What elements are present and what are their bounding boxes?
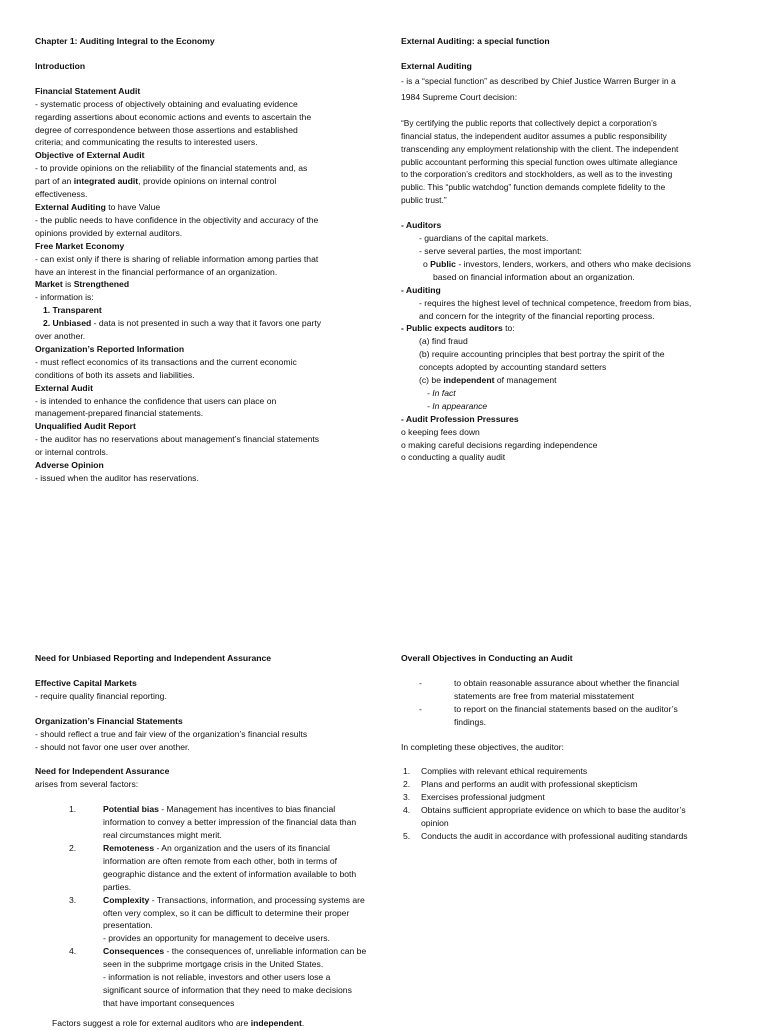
auditor-duties-list <box>401 765 741 842</box>
chapter-title: Chapter 1: Auditing Integral to the Economy <box>35 36 215 46</box>
list-number: 5. <box>403 830 411 841</box>
factor-title: Remoteness <box>103 842 155 853</box>
text-line: - should reflect a true and fair view of the organization’s financial results <box>35 728 308 739</box>
quote-line: “By certifying the public reports that collectively depict a corporation’s <box>401 117 657 128</box>
quote-line: to the corporation’s creditors and stockholders, as well as to the investing <box>401 169 673 180</box>
text-line: - guardians of the capital markets. <box>419 233 549 244</box>
text-line: - is intended to enhance the confidence that users can place on <box>35 395 277 406</box>
text-line: over another. <box>35 331 86 342</box>
factors-conclusion: Factors suggest a role for external auditors who are independent. <box>52 1017 305 1028</box>
text-line: or internal controls. <box>35 447 109 458</box>
auditing-heading: - Auditing <box>401 284 441 295</box>
overall-objectives-title: Overall Objectives in Conducting an Audit <box>401 653 573 663</box>
burger-quote <box>401 117 741 207</box>
auditor-duty-item <box>401 804 741 830</box>
external-audit-heading: External Audit <box>35 382 93 393</box>
capital-markets-heading: Effective Capital Markets <box>35 677 137 688</box>
text-line: - to provide opinions on the reliability of the financial statements and, as <box>35 163 308 174</box>
list-number: 3. <box>403 792 411 803</box>
text-line: - must reflect economics of its transactions and the current economic <box>35 356 297 367</box>
factor-item: 1. Potential bias - Management has incentives to bias financial information to convey a better impression of the financial data than real circumstances might merit. <box>69 804 357 841</box>
quote-line: public trust.” <box>401 195 447 206</box>
integrated-audit-term: integrated audit <box>73 176 139 187</box>
introduction-heading: Introduction <box>35 60 86 71</box>
text-line: degree of correspondence between those assertions and established <box>35 124 298 135</box>
public-expects-heading: - Public expects auditors to: <box>401 323 515 334</box>
expectation-a: (a) find fraud <box>419 336 468 347</box>
text-line: arises from several factors: <box>35 779 139 790</box>
factor-item: 3. Complexity - Transactions, information, and processing systems are often very complex, so it can be difficult to determine their proper presentation. - provides an opportunity for management to deceive users. <box>69 894 365 944</box>
factor-title: Potential bias <box>103 804 159 815</box>
text-line: and concern for the integrity of the financial reporting process. <box>419 310 655 321</box>
auditor-duty-item <box>401 778 741 791</box>
text-line: - requires the highest level of technical competence, freedom from bias, <box>419 297 692 308</box>
text-line: have an interest in the financial performance of an organization. <box>35 266 278 277</box>
market-heading: Market is Strengthened <box>35 279 130 290</box>
financial-statements-heading: Organization’s Financial Statements <box>35 715 183 726</box>
pressure-item: o keeping fees down <box>401 426 480 437</box>
quote-line: public accountant performing this special function owes ultimate allegiance <box>401 156 678 167</box>
list-number: 2. <box>403 779 411 790</box>
list-number: 4. <box>403 805 411 816</box>
list-item-unbiased: 2. Unbiased - data is not presented in such a way that it favors one party <box>43 318 322 329</box>
text-line: management-prepared financial statements. <box>35 408 204 419</box>
section-overall-objectives <box>401 652 741 843</box>
duty-text: Complies with relevant ethical requirements <box>421 766 588 777</box>
independent-assurance-heading: Need for Independent Assurance <box>35 766 170 777</box>
duty-text: Obtains sufficient appropriate evidence on which to base the auditor’s <box>421 805 686 816</box>
text-line: - can exist only if there is sharing of reliable information among parties that <box>35 253 319 264</box>
text-line: - issued when the auditor has reservations. <box>35 473 199 483</box>
objective-item: - to obtain reasonable assurance about whether the financial statements are free from material misstatement <box>419 677 680 701</box>
auditor-duty-item <box>401 791 741 804</box>
text-line: opinions provided by external auditors. <box>35 227 183 238</box>
text-line: - is a “special function” as described by Chief Justice Warren Burger in a <box>401 75 676 86</box>
duty-text: opinion <box>421 818 449 829</box>
text-line: concepts adopted by accounting standard setters <box>419 362 607 373</box>
unqualified-report-heading: Unqualified Audit Report <box>35 421 136 432</box>
pressure-item: o conducting a quality audit <box>401 452 506 463</box>
text-line: part of an integrated audit, provide opinions on internal control <box>35 176 277 187</box>
text-line: - serve several parties, the most important: <box>419 245 582 256</box>
text-line: regarding assertions about economic actions and events to ascertain the <box>35 111 312 122</box>
objective-heading: Objective of External Audit <box>35 150 145 161</box>
factor-title: Consequences <box>103 946 165 957</box>
list-item-transparent: 1. Transparent <box>43 305 102 316</box>
expectation-c: (c) be independent of management <box>419 375 557 386</box>
list-number: 1. <box>403 766 411 777</box>
objectives-intro: In completing these objectives, the auditor: <box>401 741 564 752</box>
text-line: - the auditor has no reservations about management’s financial statements <box>35 434 320 445</box>
quote-line: financial status, the independent auditor assumes a public responsibility <box>401 130 667 141</box>
free-market-heading: Free Market Economy <box>35 240 125 251</box>
objective-item: - to report on the financial statements based on the auditor’s findings. <box>419 703 678 727</box>
text-line: based on financial information about an organization. <box>433 271 635 282</box>
duty-text: Plans and performs an audit with professional skepticism <box>421 779 638 790</box>
value-heading: External Auditing to have Value <box>35 201 161 212</box>
text-line: - information is: <box>35 292 94 303</box>
duty-text: Exercises professional judgment <box>421 792 545 803</box>
auditor-duty-item <box>401 830 741 843</box>
pressures-heading: - Audit Profession Pressures <box>401 413 519 424</box>
independence-in-appearance: - In appearance <box>427 400 488 411</box>
external-auditing-heading: External Auditing <box>401 60 472 71</box>
factor-item: 4. Consequences - the consequences of, unreliable information can be seen in the subprime mortgage crisis in the United States. - information is not reliable, investors and other users lose a significant source of information that they need to make decisions that have important consequences <box>69 946 367 1008</box>
text-line: - systematic process of objectively obtaining and evaluating evidence <box>35 98 298 109</box>
auditor-duty-item <box>401 765 741 778</box>
special-function-title: External Auditing: a special function <box>401 36 550 46</box>
text-line: 1984 Supreme Court decision: <box>401 91 518 102</box>
reported-info-heading: Organization’s Reported Information <box>35 343 185 354</box>
adverse-opinion-heading: Adverse Opinion <box>35 460 104 471</box>
text-line: - should not favor one user over another. <box>35 741 190 752</box>
factor-item: 2. Remoteness - An organization and the users of its financial information are often remote from each other, both in terms of geographic distance and the extent of information available to both parties. <box>69 842 357 892</box>
expectation-b: (b) require accounting principles that best portray the spirit of the <box>419 349 665 360</box>
unbiased-reporting-title: Need for Unbiased Reporting and Independent Assurance <box>35 653 272 663</box>
quote-line: transcending any employment relationship with the client. The independent <box>401 143 679 154</box>
factor-title: Complexity <box>103 894 150 905</box>
section-unbiased-reporting <box>35 652 375 1030</box>
text-line: - require quality financial reporting. <box>35 690 167 701</box>
section-special-function <box>401 35 741 464</box>
quote-line: public. This “public watchdog” function demands complete fidelity to the <box>401 182 666 193</box>
section-auditing-integral <box>35 35 375 485</box>
auditors-heading: - Auditors <box>401 220 442 231</box>
pressure-item: o making careful decisions regarding independence <box>401 439 598 450</box>
text-line: criteria; and communicating the results to interested users. <box>35 137 258 148</box>
text-line: - the public needs to have confidence in the objectivity and accuracy of the <box>35 214 319 225</box>
fsa-heading: Financial Statement Audit <box>35 85 141 96</box>
public-bullet: o Public - investors, lenders, workers, and others who make decisions <box>423 258 691 269</box>
text-line: effectiveness. <box>35 189 88 200</box>
duty-text: Conducts the audit in accordance with professional auditing standards <box>421 830 688 841</box>
independence-in-fact: - In fact <box>427 387 456 398</box>
text-line: conditions of both its assets and liabilities. <box>35 369 195 380</box>
